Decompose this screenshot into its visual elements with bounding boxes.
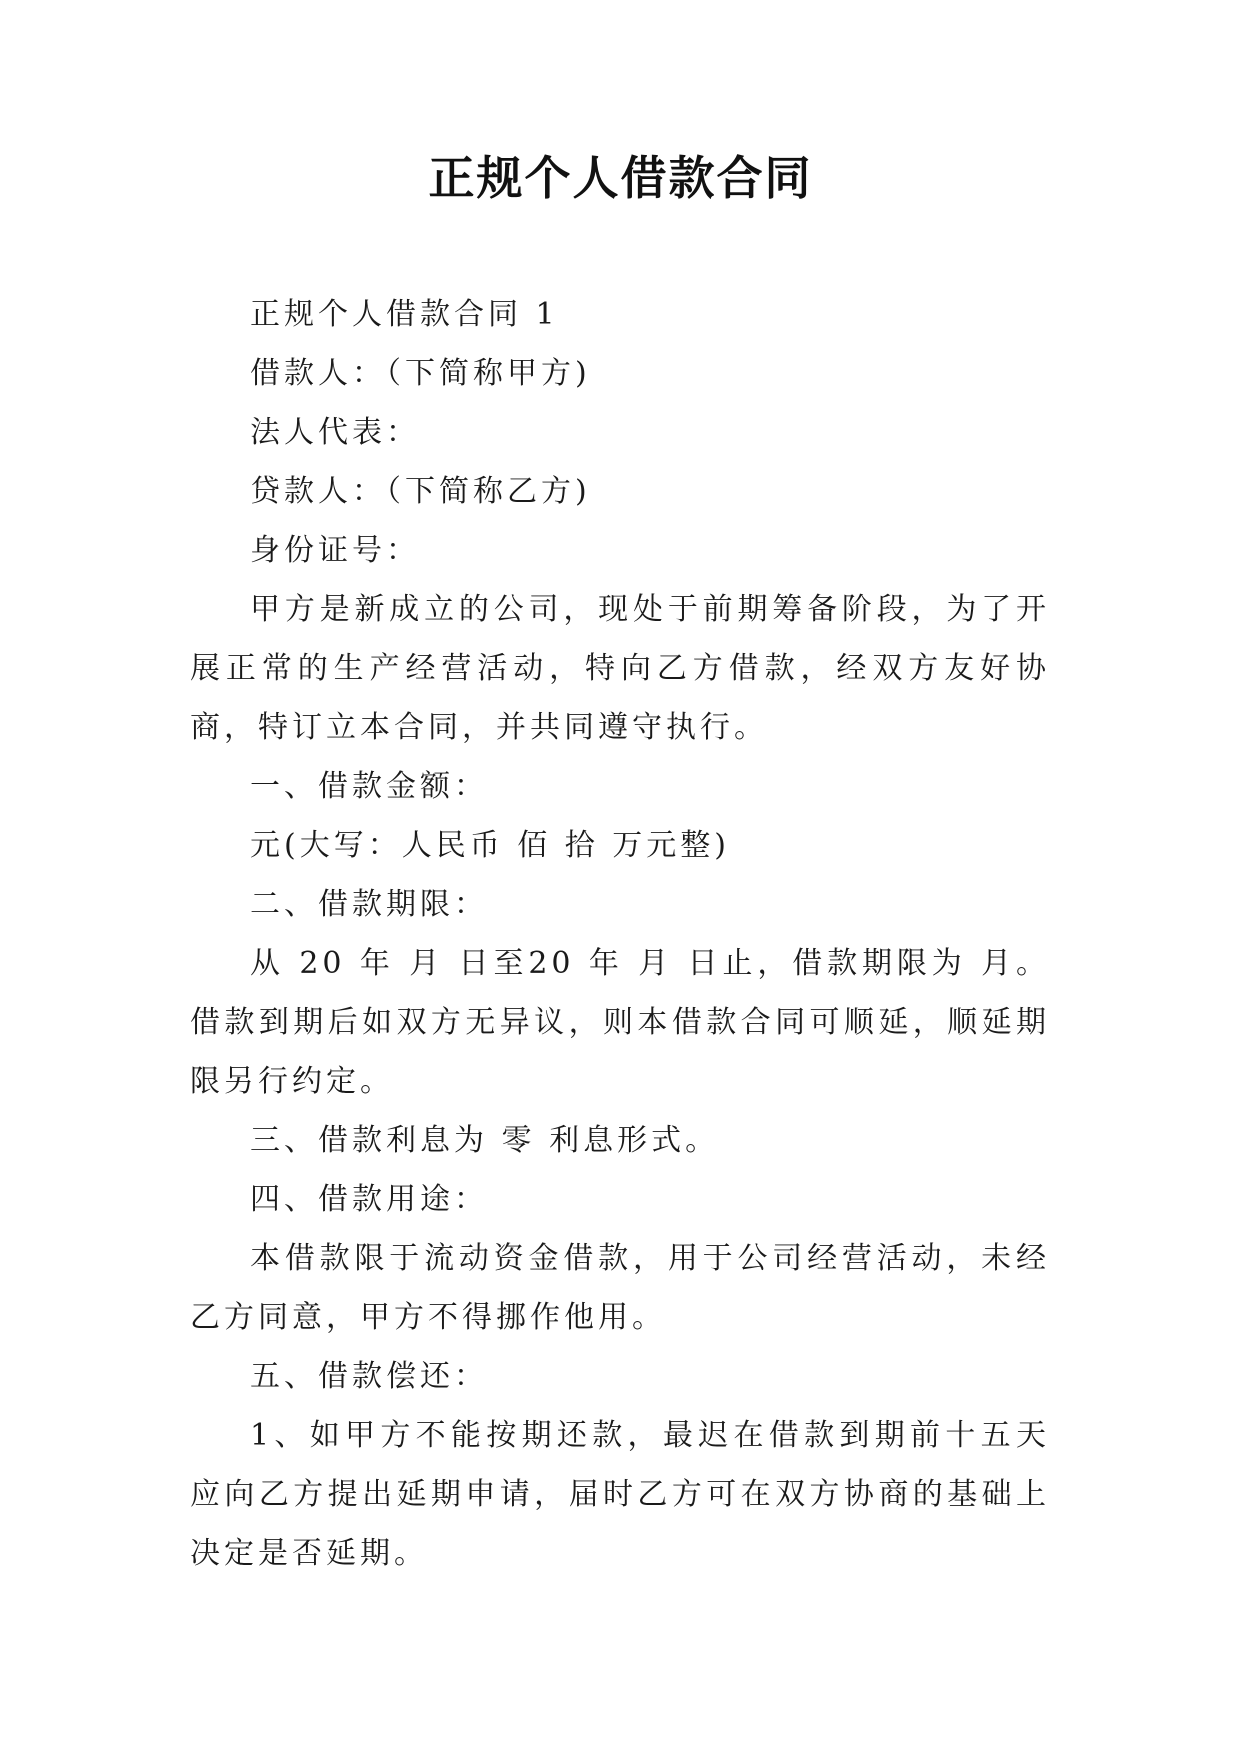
section-heading-repayment: 五、借款偿还： xyxy=(250,1359,488,1394)
paragraph-contract-heading: 正规个人借款合同 1 xyxy=(250,297,559,332)
paragraph-loan-term: 从 20 年 月 日至20 年 月 日止，借款期限为 月。借款到期后如双方无异议，则本借款合同可顺延，顺延期限另行约定。 xyxy=(190,946,1050,1099)
paragraph-borrower: 借款人：（下简称甲方) xyxy=(250,356,591,391)
paragraph-legal-representative: 法人代表： xyxy=(250,415,420,450)
paragraph-repayment-clause-1: 1、如甲方不能按期还款，最迟在借款到期前十五天应向乙方提出延期申请，届时乙方可在双方协商的基础上决定是否延期。 xyxy=(190,1418,1050,1571)
paragraph-loan-amount: 元(大写：人民币 佰 拾 万元整) xyxy=(250,828,731,863)
section-heading-loan-amount: 一、借款金额： xyxy=(250,769,488,804)
section-heading-loan-term: 二、借款期限： xyxy=(250,887,488,922)
document-body xyxy=(190,285,1050,1583)
paragraph-lender: 贷款人：（下简称乙方) xyxy=(250,474,591,509)
document-title: 正规个人借款合同 xyxy=(428,151,813,205)
paragraph-preamble: 甲方是新成立的公司，现处于前期筹备阶段，为了开展正常的生产经营活动，特向乙方借款，经双方友好协商，特订立本合同，并共同遵守执行。 xyxy=(190,592,1050,745)
paragraph-loan-purpose: 本借款限于流动资金借款，用于公司经营活动，未经乙方同意，甲方不得挪作他用。 xyxy=(190,1241,1050,1335)
paragraph-id-number: 身份证号： xyxy=(250,533,420,568)
section-heading-loan-purpose: 四、借款用途： xyxy=(250,1182,488,1217)
section-heading-interest: 三、借款利息为 零 利息形式。 xyxy=(250,1123,720,1158)
